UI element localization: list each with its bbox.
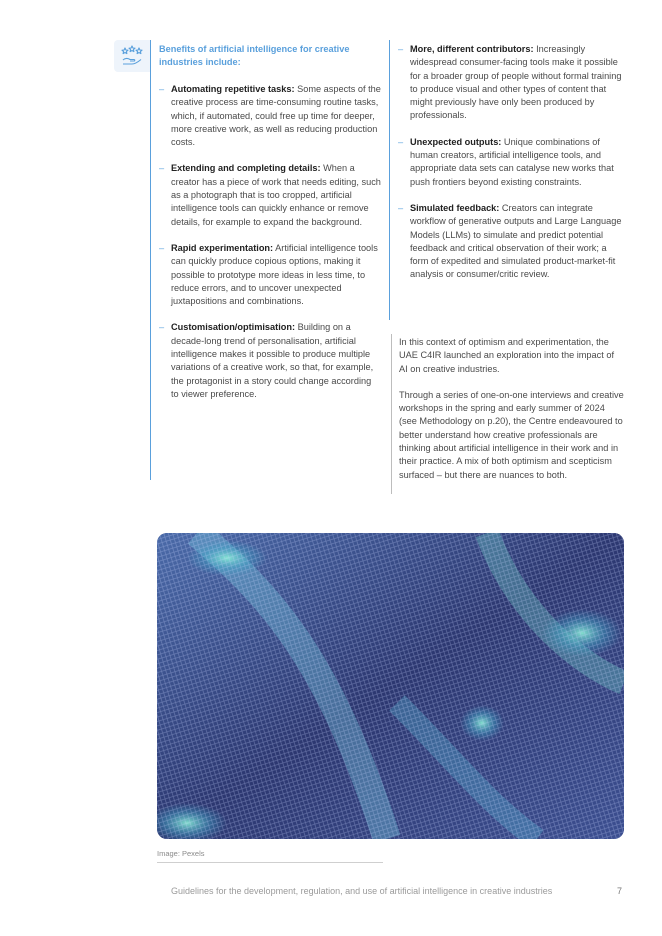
item-lead: Simulated feedback: (410, 202, 500, 213)
benefits-list-left (159, 83, 381, 401)
middle-column-rule (389, 40, 390, 320)
hand-stars-icon (120, 45, 144, 67)
benefits-list-right (398, 43, 624, 282)
item-lead: Unexpected outputs: (410, 136, 502, 147)
item-text: Increasingly widespread consumer-facing tools make it possible for a broader group of people without formal training to produce visual and other types of content that might previously have only been produced by professionals. (410, 44, 622, 121)
list-item: – More, different contributors: Increasingly widespread consumer-facing tools make it possible for a broader group of people without formal training to produce visual and other types of content that might previously have only been produced by professionals. (398, 44, 622, 121)
page-number: 7 (617, 886, 623, 896)
list-item: – Customisation/optimisation: Building on a decade-long trend of personalisation, artificial intelligence makes it possible to produce multiple variations of a creative work, so that, for example, the protagonist in a story could change according to viewer preference. (159, 322, 374, 399)
abstract-mesh-photo (157, 533, 624, 839)
item-text: Creators can integrate workflow of generative outputs and Large Language Models (LLMs) to simulate and predict potential feedback and critical observation of their work; a form of expedited and simulated product-market-fit analysis or consumer/critic review. (410, 202, 622, 280)
item-text: Unique combinations of human creators, artificial intelligence tools, and appropriate data sets can catalyse new works that push frontiers beyond existing constraints. (410, 136, 614, 187)
list-item: – Rapid experimentation: Artificial intelligence tools can quickly produce copious options, making it possible to prototype more ideas in less time, to reduce errors, and to uncover unexpected juxtapositions and combinations. (159, 242, 378, 307)
left-column-rule (150, 40, 151, 480)
list-item: – Automating repetitive tasks: Some aspects of the creative process are time-consuming routine tasks, which, if automated, could free up time for deeper, more creative work, as well as reducing production costs. (159, 84, 381, 148)
image-caption: Image: Pexels (157, 849, 205, 858)
paragraph-rule (391, 334, 392, 494)
caption-rule (157, 862, 383, 863)
item-lead: More, different contributors: (410, 44, 534, 54)
item-text: Artificial intelligence tools can quickly produce copious options, making it possible to prototype more ideas in less time, to reduce errors, and to uncover unexpected juxtapositions and combinations. (171, 242, 378, 307)
body-paragraphs (399, 336, 624, 495)
benefits-icon-box (114, 40, 150, 72)
item-text: Some aspects of the creative process are time-consuming routine tasks, which, if automated, could free up time for deeper, more creative work, as well as reducing production costs. (171, 84, 381, 148)
list-item: – Simulated feedback: Creators can integrate workflow of generative outputs and Large Language Models (LLMs) to simulate and predict potential feedback and critical observation of their work; a form of expedited and simulated product-market-fit analysis or consumer/critic review. (398, 202, 622, 280)
benefits-right-column (398, 43, 624, 295)
footer-title: Guidelines for the development, regulation, and use of artificial intelligence in creative industries (171, 886, 553, 896)
item-lead: Extending and completing details: (171, 163, 321, 174)
list-item: – Extending and completing details: When a creator has a piece of work that needs editing, such as a photograph that is too cropped, artificial intelligence tools can quickly enhance or remove details, for example to expand the background. (159, 163, 381, 227)
item-text: When a creator has a piece of work that needs editing, such as a photograph that is too cropped, artificial intelligence tools can quickly enhance or remove details, for example to expand the background. (171, 163, 381, 227)
item-lead: Customisation/optimisation: (171, 322, 296, 333)
item-text: Building on a decade-long trend of personalisation, artificial intelligence makes it possible to produce multiple variations of a creative work, so that, for example, the protagonist in a story could change according to viewer preference. (171, 322, 374, 399)
item-lead: Rapid experimentation: (171, 242, 274, 253)
benefits-left-column (159, 43, 381, 414)
box-title: Benefits of artificial intelligence for creative industries include: (159, 44, 350, 67)
paragraph: In this context of optimism and experimentation, the UAE C4IR launched an exploration into the impact of AI on creative industries. (399, 337, 615, 374)
list-item: – Unexpected outputs: Unique combinations of human creators, artificial intelligence tools, and appropriate data sets can catalyse new works that push frontiers beyond existing constraints. (398, 136, 614, 187)
paragraph: Through a series of one-on-one interviews and creative workshops in the spring and early summer of 2024 (see Methodology on p.20), the Centre endeavoured to better understand how creative professionals are thinking about artificial intelligence in their work and in their practice. A mix of both optimism and scepticism surfaced – but there are nuances to both. (399, 389, 624, 480)
item-lead: Automating repetitive tasks: (171, 84, 295, 94)
